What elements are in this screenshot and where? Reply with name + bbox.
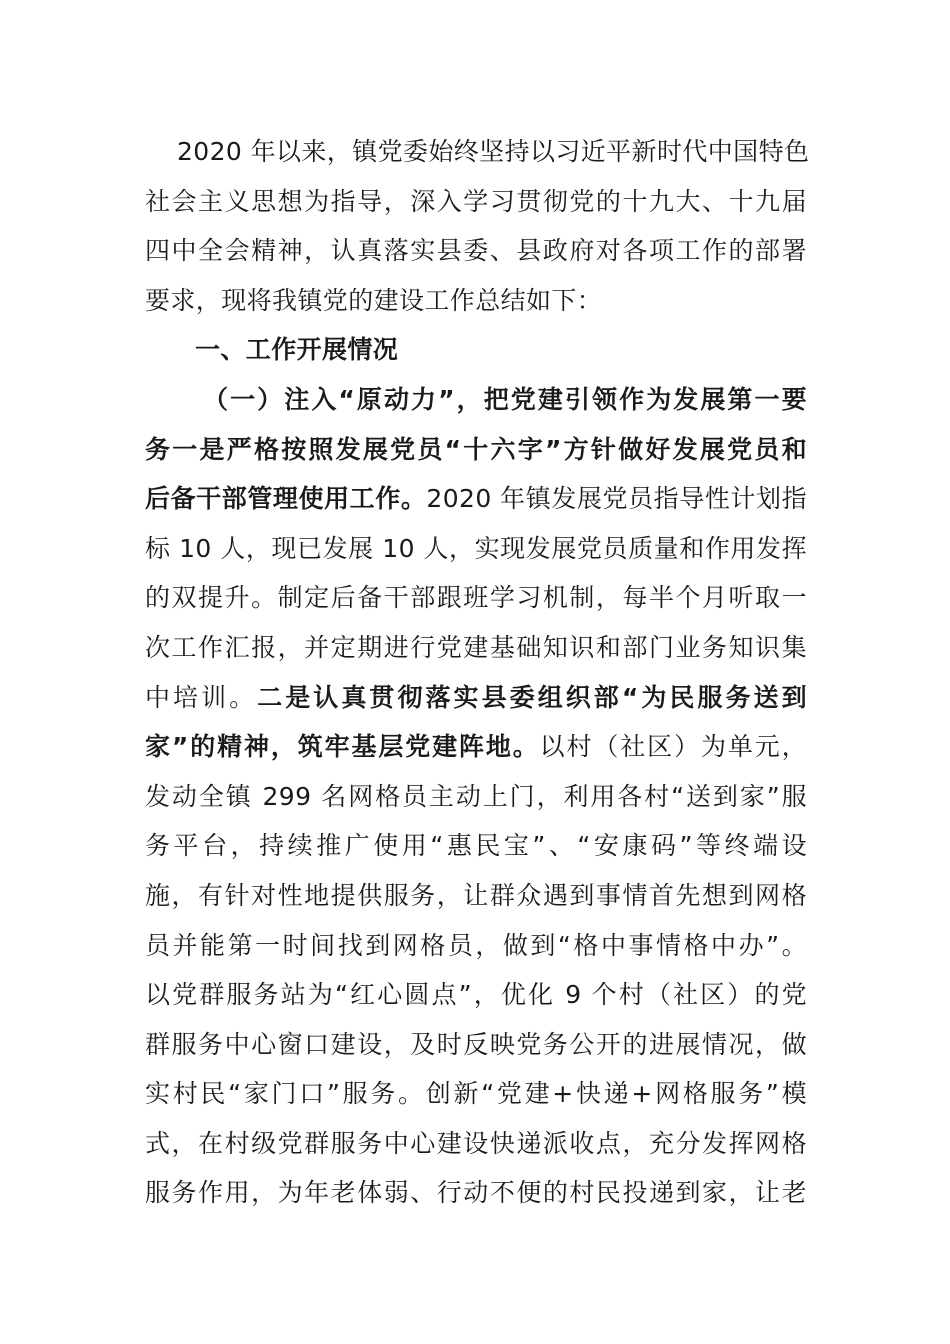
body-text: 中培训。 xyxy=(145,682,258,712)
subsection-heading-line: 务一是严格按照发展党员“十六字”方针做好发展党员和 xyxy=(145,434,807,464)
paragraph-line: 施，有针对性地提供服务，让群众遇到事情首先想到网格 xyxy=(145,880,807,910)
paragraph-line xyxy=(145,673,807,723)
paragraph-line: 发动全镇 299 名网格员主动上门，利用各村“送到家”服 xyxy=(145,781,807,811)
paragraph-line: 社会主义思想为指导，深入学习贯彻党的十九大、十九届 xyxy=(145,186,807,216)
body-text: 2020 年镇发展党员指导性计划指 xyxy=(426,484,807,514)
subsection-heading-line: （一）注入“原动力”，把党建引领作为发展第一要 xyxy=(203,384,807,414)
paragraph-line xyxy=(145,474,807,524)
section-heading: 一、工作开展情况 xyxy=(195,335,399,365)
paragraph-line: 标 10 人，现已发展 10 人，实现发展党员质量和作用发挥 xyxy=(145,533,807,563)
bold-lead-text: 二是认真贯彻落实县委组织部“为民服务送到 xyxy=(257,682,807,712)
paragraph-line: 2020 年以来，镇党委始终坚持以习近平新时代中国特色 xyxy=(177,137,810,166)
paragraph-line: 务平台，持续推广使用“惠民宝”、“安康码”等终端设 xyxy=(145,831,807,861)
paragraph-line: 群服务中心窗口建设，及时反映党务公开的进展情况，做 xyxy=(145,1029,807,1059)
document-body xyxy=(145,127,810,1218)
paragraph-line: 四中全会精神，认真落实县委、县政府对各项工作的部署 xyxy=(145,236,807,266)
paragraph-line: 服务作用，为年老体弱、行动不便的村民投递到家，让老 xyxy=(145,1178,807,1208)
paragraph-line xyxy=(145,722,807,772)
paragraph-line: 要求，现将我镇党的建设工作总结如下： xyxy=(145,285,603,315)
body-text: 以村（社区）为单元， xyxy=(539,732,807,762)
paragraph-line: 的双提升。制定后备干部跟班学习机制，每半个月听取一 xyxy=(145,583,807,613)
paragraph-line: 次工作汇报，并定期进行党建基础知识和部门业务知识集 xyxy=(145,632,807,662)
paragraph-line: 员并能第一时间找到网格员，做到“格中事情格中办”。 xyxy=(145,930,807,960)
bold-lead-text: 后备干部管理使用工作。 xyxy=(145,484,427,514)
paragraph-line: 实村民“家门口”服务。创新“党建+快递+网格服务”模 xyxy=(145,1079,807,1109)
paragraph-line: 以党群服务站为“红心圆点”，优化 9 个村（社区）的党 xyxy=(145,980,807,1010)
bold-lead-text: 家”的精神，筑牢基层党建阵地。 xyxy=(145,732,540,762)
paragraph-line: 式，在村级党群服务中心建设快递派收点，充分发挥网格 xyxy=(145,1128,807,1158)
